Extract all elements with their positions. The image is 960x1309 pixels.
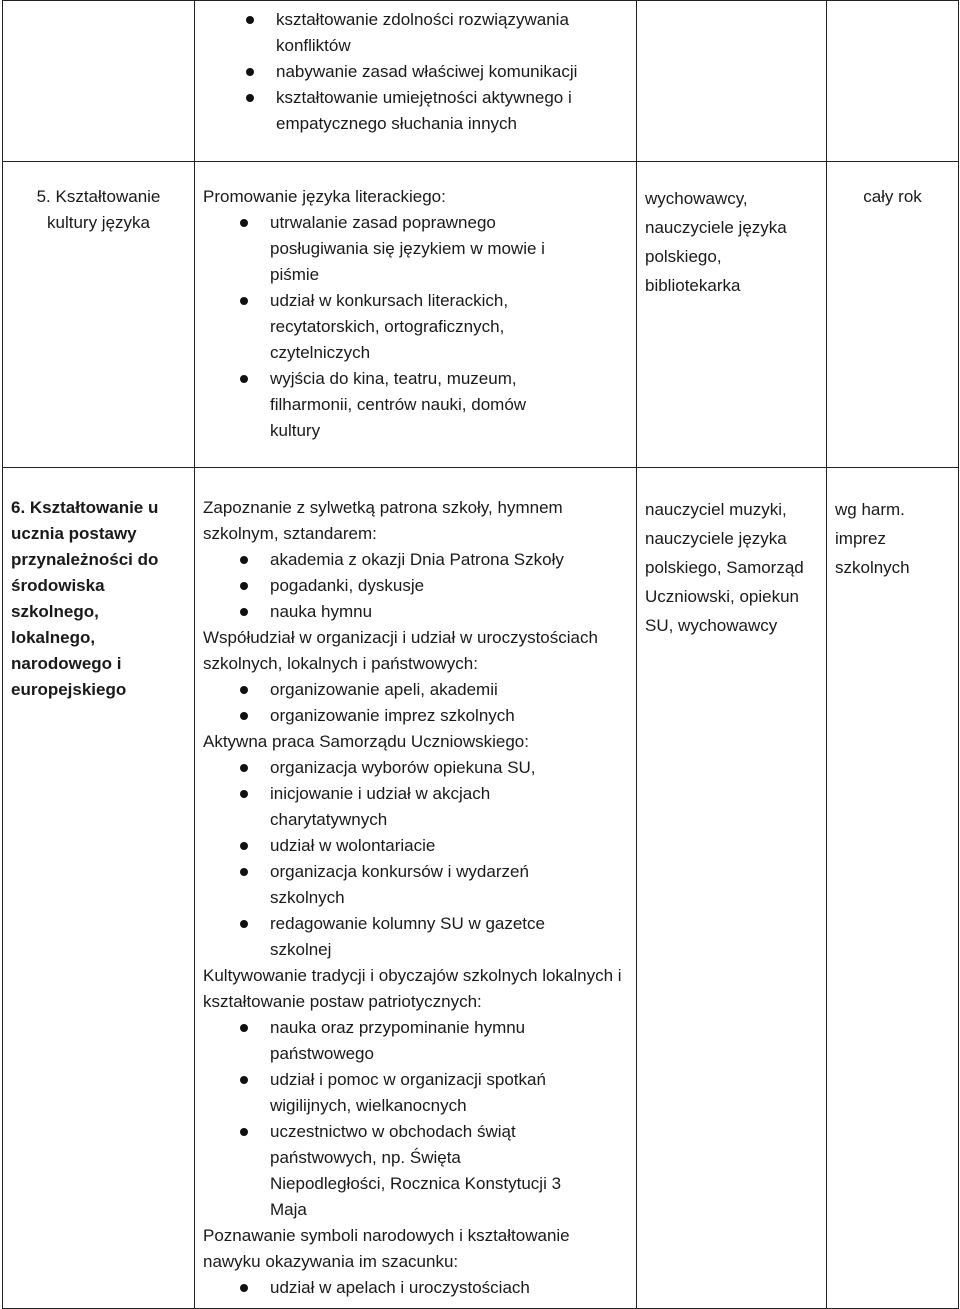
tasks-cell — [195, 1, 637, 162]
area-title: 6. Kształtowanie u ucznia postawy przynależności do środowiska szkolnego, lokalnego, narodowego i europejskiego — [11, 498, 159, 699]
term-text: wg harm. imprez szkolnych — [835, 500, 910, 577]
term-cell — [827, 162, 959, 468]
term-cell — [827, 1, 959, 162]
section-intro: Aktywna praca Samorządu Uczniowskiego: — [203, 732, 529, 751]
list-item: nauka oraz przypominanie hymnu państwowego — [270, 1015, 578, 1067]
responsible-cell — [637, 1, 827, 162]
table-row — [3, 1, 959, 162]
list-item: organizacja konkursów i wydarzeń szkolnych — [270, 859, 568, 911]
list-item: udział w apelach i uroczystościach — [270, 1275, 628, 1301]
section-intro: Zapoznanie z sylwetką patrona szkoły, hymnem szkolnym, sztandarem: — [203, 498, 563, 543]
bullet-list — [203, 210, 628, 444]
bullet-list — [203, 1275, 628, 1301]
table-row — [3, 162, 959, 468]
list-item: pogadanki, dyskusje — [270, 573, 628, 599]
responsible-cell — [637, 468, 827, 1309]
tasks-cell — [195, 468, 637, 1309]
list-item: udział w wolontariacie — [270, 833, 568, 859]
list-item: kształtowanie zdolności rozwiązywania konfliktów — [276, 7, 628, 59]
list-item: redagowanie kolumny SU w gazetce szkolnej — [270, 911, 568, 963]
term-text: cały rok — [863, 187, 922, 206]
list-item: utrwalanie zasad poprawnego posługiwania się językiem w mowie i piśmie — [270, 210, 568, 288]
program-table — [2, 0, 959, 1309]
list-item: nabywanie zasad właściwej komunikacji — [276, 59, 628, 85]
bullet-list — [203, 1015, 628, 1223]
section-intro: Poznawanie symboli narodowych i kształtowanie nawyku okazywania im szacunku: — [203, 1226, 570, 1271]
responsible-text: nauczyciel muzyki, nauczyciele języka polskiego, Samorząd Uczniowski, opiekun SU, wychowawcy — [645, 500, 804, 635]
list-item: organizowanie imprez szkolnych — [270, 703, 628, 729]
list-item: kształtowanie umiejętności aktywnego i empatycznego słuchania innych — [276, 85, 628, 137]
bullet-list — [195, 7, 636, 137]
responsible-cell — [637, 162, 827, 468]
list-item: nauka hymnu — [270, 599, 628, 625]
bullet-list — [203, 755, 628, 963]
term-cell — [827, 468, 959, 1309]
list-item: wyjścia do kina, teatru, muzeum, filharmonii, centrów nauki, domów kultury — [270, 366, 568, 444]
bullet-list — [203, 547, 628, 625]
area-cell — [3, 468, 195, 1309]
list-item: inicjowanie i udział w akcjach charytatywnych — [270, 781, 568, 833]
list-item: organizacja wyborów opiekuna SU, — [270, 755, 568, 781]
table-row — [3, 468, 959, 1309]
list-item: akademia z okazji Dnia Patrona Szkoły — [270, 547, 628, 573]
tasks-cell — [195, 162, 637, 468]
area-title: 5. Kształtowanie kultury języka — [36, 187, 161, 232]
area-cell — [3, 162, 195, 468]
responsible-text: wychowawcy, nauczyciele języka polskiego, bibliotekarka — [645, 189, 787, 295]
bullet-list — [203, 677, 628, 729]
section-intro: Współudział w organizacji i udział w uroczystościach szkolnych, lokalnych i państwowych: — [203, 628, 598, 673]
section-intro: Kultywowanie tradycji i obyczajów szkolnych lokalnych i kształtowanie postaw patriotycznych: — [203, 966, 622, 1011]
section-intro: Promowanie języka literackiego: — [203, 187, 446, 206]
area-cell — [3, 1, 195, 162]
list-item: organizowanie apeli, akademii — [270, 677, 628, 703]
list-item: udział i pomoc w organizacji spotkań wigilijnych, wielkanocnych — [270, 1067, 578, 1119]
list-item: uczestnictwo w obchodach świąt państwowych, np. Święta Niepodległości, Rocznica Konstytucji 3 Maja — [270, 1119, 578, 1223]
list-item: udział w konkursach literackich, recytatorskich, ortograficznych, czytelniczych — [270, 288, 568, 366]
